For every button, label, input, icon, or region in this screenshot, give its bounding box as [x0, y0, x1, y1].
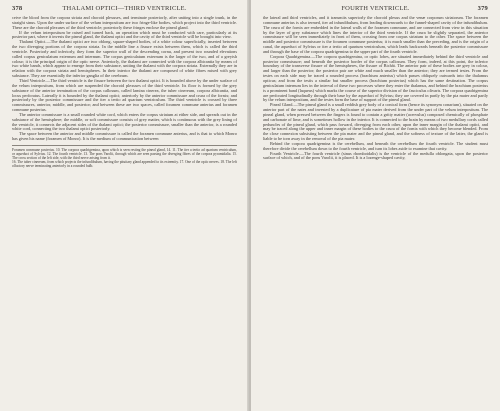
- paragraph: If the velum interpositum be raised and turned back, an operation which must be conducted with care, particularly at its posterior part, where it invests the pineal gland, the thalami optici and the cavity of the third ventricle will be brought into view.: [12, 29, 237, 40]
- right-running-head: FOURTH VENTRICLE.: [341, 5, 410, 12]
- paragraph: Behind the corpora quadrigemina is the cerebellum, and beneath the cerebellum the fourth ventricle. The student must therefore divide the cerebellum down to the fourth ventricle, and turn its lobes aside to examine that cavity.: [263, 140, 488, 151]
- paragraph: Thalami Optici.—The thalami optici are two oblong, square-shaped bodies, of a white colour superficially, inserted between the two diverging portions of the corpora striata. In the middle line a fissure exists between them, which is called the third ventricle. Posteriorly and inferiorly, they form the superior wall of the descending cornu, and present two rounded elevations called corpus geniculatum externum and internum. The corpus geniculatum externum is the larger of the two, and of a greyish colour; it is the principal origin of the optic nerve. Anteriorly, the thalami are connected with the corpora albicantia by means of two white bands, which appear to emerge from their substance, uniting the thalami with the corpora striata. Externally they are in relation with the corpora striata and hemispheres. In their interior the thalami are composed of white fibres mixed with grey substance. They are essentially the inferior ganglia of the cerebrum.: [12, 39, 237, 79]
- left-page-body: [12, 16, 237, 403]
- paragraph: The anterior commissure is a small rounded white cord, which enters the corpus striatum at either side, and spreads out in the substance of the hemisphere; the middle, or soft commissure consists of grey matter, which is continuous with the grey lining of the ventricle, it connects the adjacent sides of the thalami optici; the posterior commissure, smaller than the anterior, is a rounded white cord, connecting the two thalami optici posteriorly.: [12, 111, 237, 132]
- footnote: Foramen commune posterius. 10. The corpora quadrigemina, upon which is seen resting the pineal gland, 14. 11. The iter a tertio ad quartum ventriculum, or aqueduct of Sylvius. 12. The fourth ventricle. 13. The pons Varolii, through which are seen passing the diverging fibres of the corpora pyramidalia. 15. The cross section of the left side, with the third nerve arising from it.: [12, 145, 237, 160]
- left-page-number: 378: [12, 5, 23, 12]
- paragraph: Third Ventricle.—The third ventricle is the fissure between the two thalami optici. It is bounded above by the under surface of the velum interpositum, from which are suspended the choroid plexuses of the third ventricle. Its floor is formed by the grey substance of the anterior termination of the corpus callosum, called lamina cinerea, the tuber cinereum, corpora albicantia, and locus perforatus. Laterally it is bounded by the thalami optici; anteriorly by the anterior commissure and crura of the fornix; and posteriorly by the posterior commissure and the iter a tertio ad quartum ventriculum. The third ventricle is crossed by three commissures, anterior, middle, and posterior; and between these are two spaces, called foramen commune anterius and foramen commune posterius.: [12, 77, 237, 113]
- paragraph: Pineal Gland.—The pineal gland is a small reddish grey body of a conical form (hence its synonym conarium), situated on the anterior part of the nates and invested by a duplicature of pia mater derived from the under part of the velum interpositum. The pineal gland, when pressed between the fingers is found to contain a gritty matter (acervulus) composed chemically of phosphate and carbonate of lime, and is sometimes hollow in the interior. It is connected to the brain by means of two medullary cords called peduncles of the pineal gland, which pass forward, diverging from each other, upon the inner margin of the thalami optici, and may be traced along the upper and inner margin of these bodies to the crura of the fornix with which they become blended. From the close connexion subsisting between the pia mater and the pineal gland, and the softness of texture of the latter, the gland is liable to be torn away in the removal of the pia mater.: [263, 102, 488, 142]
- left-page-header: [12, 5, 237, 14]
- left-running-head: THALAMI OPTICI—THIRD VENTRICLE.: [62, 5, 187, 12]
- paragraph: Corpora Quadrigemina.—The corpora quadrigemina, or optic lobes, are situated immediately behind the third ventricle and posterior commissure; and beneath the posterior border of the corpus callosum. They form, indeed, at this point, the inferior boundary of the transverse fissure of the hemispheres, the fissure of Bichât. The anterior pair of these bodies are grey in colour, and larger than the posterior; the posterior pair are white and much smaller than the anterior; they are termed testes. From the testes on each side may be traced a rounded process (brachium anterius) which passes obliquely outwards into the thalamus opticus; and from the testis a similar but smaller process (brachium posterius) which has the same destination. The corpus geniculatum internum lies in the interval of these two processes where they enter the thalamus, and behind the brachium posterius is a prominent band (laqueus) which marks the course of the superior division of the fasciculus olivaris. The corpora quadrigemina are perforated longitudinally through their base by the aqueduct of Sylvius; they are covered in partly by the pia mater and partly by the velum interpositum, and the testes form the base of support of the pineal gland.: [263, 53, 488, 103]
- paragraph: the lateral and third ventricles, and it transmits superiorly the choroid plexus and the venæ corporum striatorum. The foramen commune anterius is also termed, iter ad infundibulum, from leading downwards to the funnel-shaped cavity of the infundibulum. The crura of the fornix are embedded in the lateral walls of the foramen commune, and are connected from view in this situation by the layer of grey substance which lines the interior of the third ventricle. If the crura be slightly separated, the anterior commissure will be seen immediately in front of them, crossing from one corpus striatum to the other. The space between the middle and posterior commissure is the foramen commune posterius; it is much smaller than the preceding, and is the origin of a canal, the aqueduct of Sylvius or iter a tertio ad quartum ventriculum, which leads backwards beneath the posterior commissure and through the base of the corpora quadrigemina to the upper part of the fourth ventricle.: [263, 16, 488, 54]
- right-page-number: 379: [477, 5, 488, 12]
- right-page: [251, 0, 500, 411]
- right-page-body: [263, 16, 488, 403]
- paragraph: Fourth Ventricle.—The fourth ventricle (sinus rhomboidalis) is the ventricle of the medulla oblongata, upon the posterior surface of which, and of the pons Varolii, it is placed. It is a lozenge-shaped cavity,: [263, 150, 488, 161]
- right-page-header: [263, 5, 488, 14]
- paragraph: The space between the anterior and middle commissure is called the foramen commune anterius, and is that to which Monro has given his name (foramen of Monro). It is the medium of communication between: [12, 131, 237, 142]
- left-page: [0, 0, 249, 411]
- footnote: 16. The tuber cinereum, from which projects the infundibulum, having the pituitary gland appended to its extremity. 17. One of the optic nerves. 18. The left olfactory nerve terminating anteriorly in a rounded bulb.: [12, 160, 237, 169]
- paragraph: ceive the blood from the corpora striata and choroid plexuses, and terminate posteriorly, after uniting into a single trunk, in the straight sinus. Upon the under surface of the velum interpositum are two fringe-like bodies, which project into the third ventricle. These are the choroid plexuses of the third ventricle; posteriorly these fringes enclose the pineal gland.: [12, 16, 237, 30]
